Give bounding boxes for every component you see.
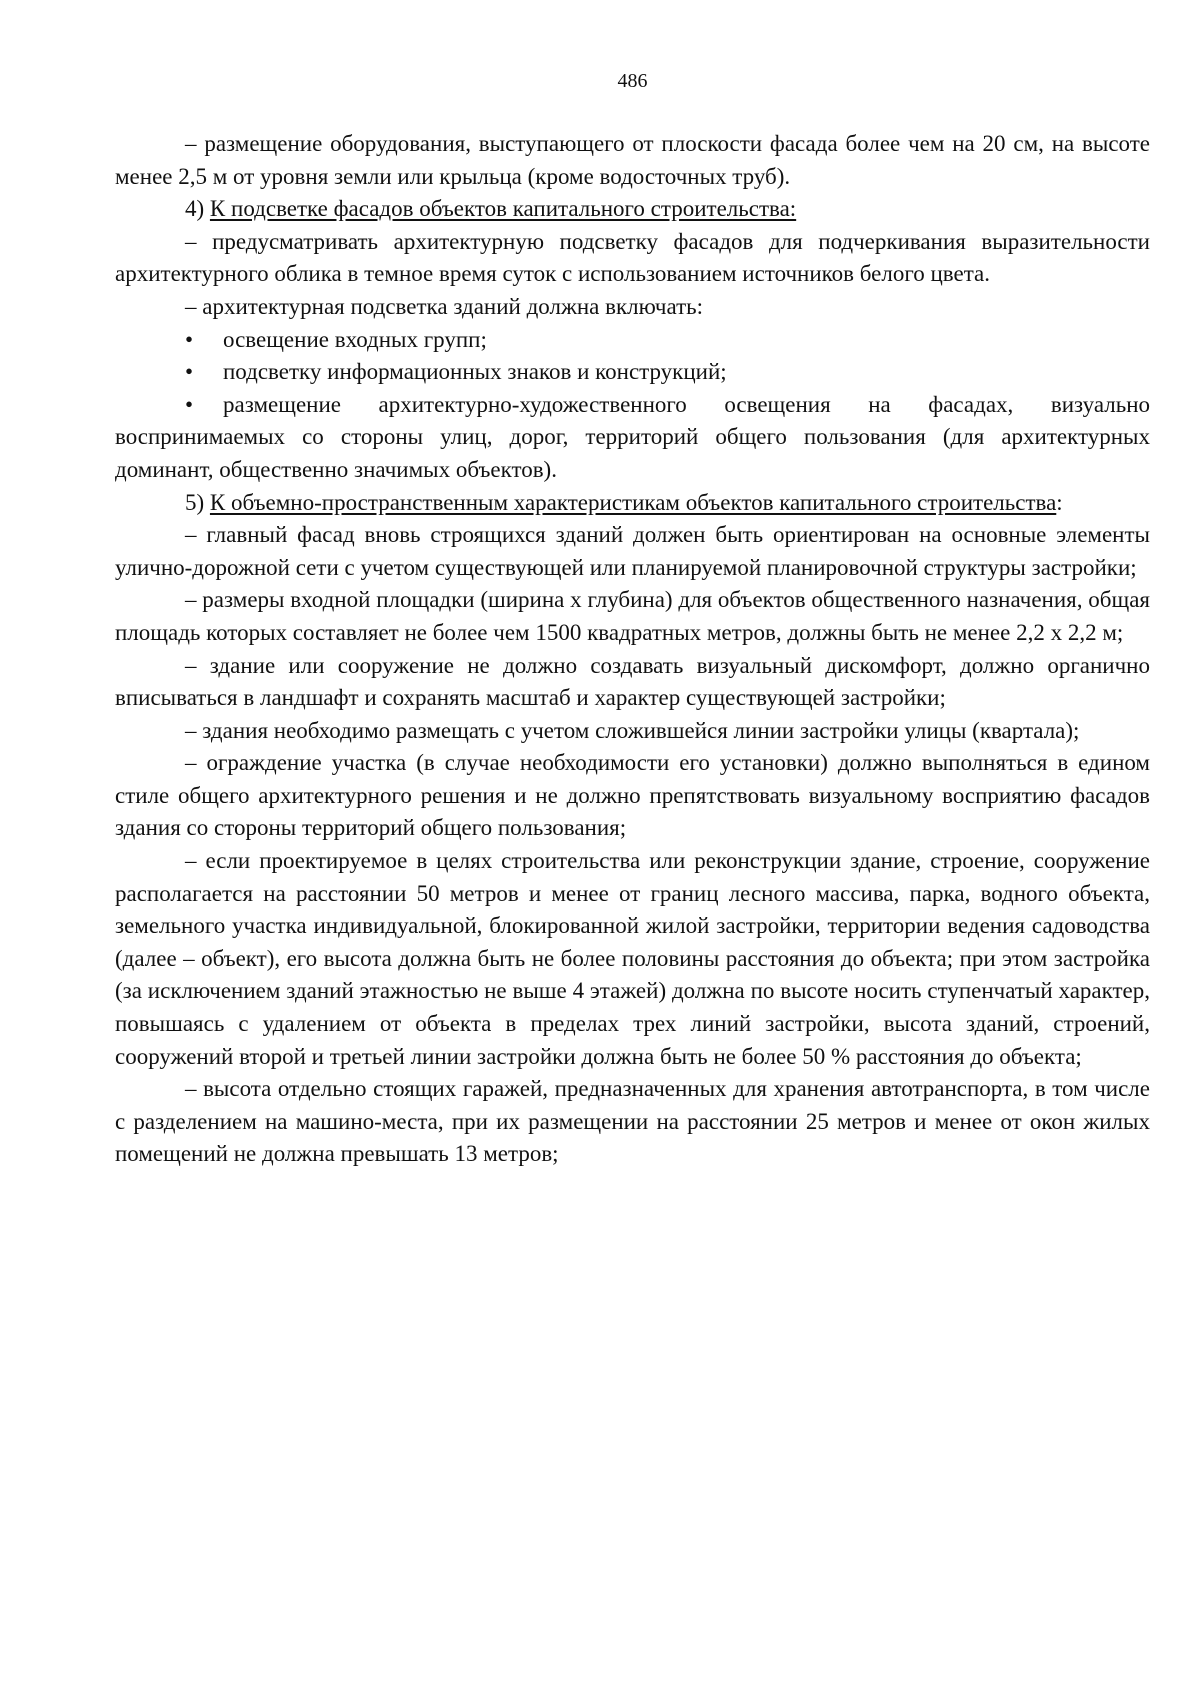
section-title: К подсветке фасадов объектов капитального строительства: [209, 196, 797, 222]
paragraph: – здания необходимо размещать с учетом сложившейся линии застройки улицы (квартала); [185, 717, 1080, 743]
section-title-colon: : [1056, 489, 1063, 515]
paragraph: – архитектурная подсветка зданий должна включать: [185, 293, 704, 319]
bullet-icon: • [185, 359, 194, 385]
paragraph: – ограждение участка (в случае необходимости его установки) должно выполняться в едином стиле общего архитектурного решения и не должно препятствовать визуальному восприятию фасадов здания со стороны территорий общего пользования; [115, 750, 1150, 841]
list-item-text: освещение входных групп; [223, 326, 487, 352]
bullet-icon: • [185, 391, 194, 417]
bullet-icon: • [185, 326, 194, 352]
paragraph: – размещение оборудования, выступающего от плоскости фасада более чем на 20 см, на высоте менее 2,5 м от уровня земли или крыльца (кроме водосточных труб). [115, 131, 1150, 189]
section-number: 4) [185, 196, 205, 222]
section-heading-5 [115, 487, 1150, 520]
list-item [115, 324, 1150, 357]
paragraph: – высота отдельно стоящих гаражей, предназначенных для хранения автотранспорта, в том числе с разделением на машино-места, при их размещении на расстоянии 25 метров и менее от окон жилых помещений не должна превышать 13 метров; [115, 1076, 1150, 1167]
list-item-text: подсветку информационных знаков и конструкций; [223, 359, 727, 385]
paragraph: – размеры входной площадки (ширина х глубина) для объектов общественного назначения, общая площадь которых составляет не более чем 1500 квадратных метров, должны быть не менее 2,2 х 2,2 м; [115, 587, 1150, 645]
section-title: К объемно-пространственным характеристикам объектов капитального строительства [209, 489, 1057, 515]
list-item [115, 389, 1150, 487]
list-item [115, 356, 1150, 389]
paragraph: – здание или сооружение не должно создавать визуальный дискомфорт, должно органично вписываться в ландшафт и сохранять масштаб и характер существующей застройки; [115, 652, 1150, 711]
document-body [115, 128, 1150, 1171]
paragraph: – предусматривать архитектурную подсветку фасадов для подчеркивания выразительности архитектурного облика в темное время суток с использованием источников белого цвета. [115, 228, 1150, 287]
section-number: 5) [185, 489, 205, 515]
list-item-text: размещение архитектурно-художественного освещения на фасадах, визуально воспринимаемых со стороны улиц, дорог, территорий общего пользования (для архитектурных доминант, общественно значимых объектов). [115, 391, 1150, 482]
section-heading-4 [115, 193, 1150, 226]
paragraph: – если проектируемое в целях строительства или реконструкции здание, строение, сооружение располагается на расстоянии 50 метров и менее от границ лесного массива, парка, водного объекта, земельного участка индивидуальной, блокированной жилой застройки, территории ведения садоводства (далее – объект), его высота должна быть не более половины расстояния до объекта; при этом застройка (за исключением зданий этажностью не выше 4 этажей) должна по высоте носить ступенчатый характер, повышаясь с удалением от объекта в пределах трех линий застройки, высота зданий, строений, сооружений второй и третьей линии застройки должна быть не более 50 % расстояния до объекта; [115, 848, 1150, 1069]
page-number: 486 [617, 70, 648, 92]
paragraph: – главный фасад вновь строящихся зданий должен быть ориентирован на основные элементы улично-дорожной сети с учетом существующей или планируемой планировочной структуры застройки; [115, 522, 1150, 580]
